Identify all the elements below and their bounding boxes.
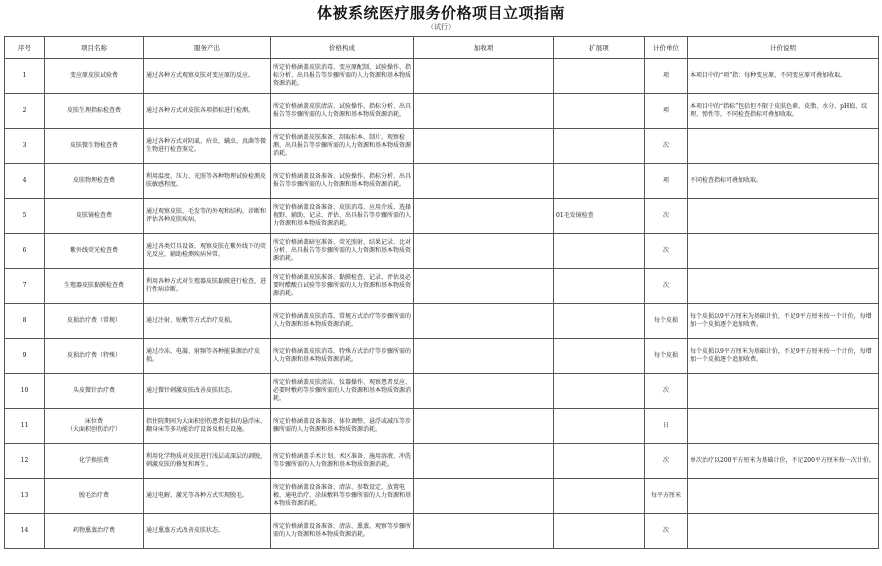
cell-price: 所定价格涵盖设备准备、清洁、参数设定、放置电极、通电治疗、涂抹敷料等步骤所需的人力资源和基本物质资源消耗。 — [271, 479, 414, 514]
table-row — [5, 409, 879, 444]
cell-note: 每个皮损以9平方厘米为基础计价，不足9平方厘米按一个计价，每增加一个皮损逐个追加收费。 — [688, 339, 879, 374]
cell-name: 紫外线荧光检查费 — [45, 234, 144, 269]
cell-note — [688, 234, 879, 269]
cell-name: 生殖器皮肤黏膜检查费 — [45, 269, 144, 304]
cell-no: 7 — [5, 269, 45, 304]
cell-ext — [554, 59, 645, 94]
cell-note — [688, 269, 879, 304]
table-row — [5, 94, 879, 129]
cell-price: 所定价格涵盖皮肤准备、黏膜检查、记录、评估及必要时醋酸白试验等步骤所需的人力资源和基本物质资源消耗。 — [271, 269, 414, 304]
cell-price: 所定价格涵盖手术计划、术区准备、施用溶液、冲洗等步骤所需的人力资源和基本物质资源消耗。 — [271, 444, 414, 479]
cell-name: 化学换肤费 — [45, 444, 144, 479]
cell-unit: 日 — [645, 409, 688, 444]
cell-note: 本项目中的“项”指：每种变应原，不同变应原可叠加收取。 — [688, 59, 879, 94]
cell-name: 皮肤镜检查费 — [45, 199, 144, 234]
cell-note: 本项目中的“指标”包括但不限于皮肤色素、皮脂、水分、pH值、纹理、弹性等，不同检查指标可叠加收取。 — [688, 94, 879, 129]
table-row — [5, 514, 879, 549]
cell-surcharge — [414, 409, 554, 444]
cell-output: 通过注射、贴敷等方式治疗皮损。 — [144, 304, 271, 339]
cell-price: 所定价格涵盖暗室准备、荧光照射、结果记录、比对分析、出具报告等步骤所需的人力资源和基本物质资源消耗。 — [271, 234, 414, 269]
cell-name: 变应原皮肤试验费 — [45, 59, 144, 94]
cell-price: 所定价格涵盖皮肤消毒、特殊方式治疗等步骤所需的人力资源和基本物质资源消耗。 — [271, 339, 414, 374]
cell-ext — [554, 409, 645, 444]
cell-name: 床位费 （大面积创伤治疗） — [45, 409, 144, 444]
cell-unit: 每个皮损 — [645, 339, 688, 374]
cell-no: 14 — [5, 514, 45, 549]
cell-price: 所定价格涵盖皮肤准备、刮取标本、制片、观察检测、出具报告等步骤所需的人力资源和基本物质资源消耗。 — [271, 129, 414, 164]
header-name: 项目名称 — [45, 37, 144, 59]
cell-unit: 每平方厘米 — [645, 479, 688, 514]
cell-price: 所定价格涵盖设备准备、体位调整、悬浮或减压等步骤所需的人力资源和基本物质资源消耗。 — [271, 409, 414, 444]
cell-note — [688, 129, 879, 164]
cell-surcharge — [414, 514, 554, 549]
cell-price: 所定价格涵盖皮肤消毒、变应原配制、试验操作、指标分析、出具报告等步骤所需的人力资源和基本物质资源消耗。 — [271, 59, 414, 94]
cell-ext — [554, 304, 645, 339]
cell-no: 11 — [5, 409, 45, 444]
cell-ext — [554, 129, 645, 164]
cell-name: 药物熏蒸治疗费 — [45, 514, 144, 549]
cell-output: 通过各种方式观察皮肤对变应原的反应。 — [144, 59, 271, 94]
cell-price: 所定价格涵盖皮肤清洁、仪器操作、观察患者反应、必要时敷药等步骤所需的人力资源和基本物质资源消耗。 — [271, 374, 414, 409]
table-row — [5, 304, 879, 339]
table-row — [5, 479, 879, 514]
cell-name: 皮损治疗费（常规） — [45, 304, 144, 339]
cell-price: 所定价格涵盖设备准备、皮肤消毒、应用介质、选择视野、辅助、记录、评估、出具报告等步骤所需的人力资源和基本物质资源消耗。 — [271, 199, 414, 234]
cell-unit: 次 — [645, 199, 688, 234]
table-row — [5, 339, 879, 374]
cell-ext — [554, 269, 645, 304]
header-price: 价格构成 — [271, 37, 414, 59]
cell-name: 皮肤生理指标检查费 — [45, 94, 144, 129]
cell-surcharge — [414, 234, 554, 269]
cell-output: 利用化学物质对皮肤进行浅层或深层的剥脱，刺激皮肤的修复和再生。 — [144, 444, 271, 479]
cell-ext — [554, 444, 645, 479]
cell-note — [688, 199, 879, 234]
cell-unit: 项 — [645, 164, 688, 199]
cell-note: 单次治疗以200平方厘米为基础计价，不足200平方厘米按一次计价。 — [688, 444, 879, 479]
cell-surcharge — [414, 374, 554, 409]
cell-ext — [554, 339, 645, 374]
cell-ext — [554, 514, 645, 549]
header-ext: 扩展项 — [554, 37, 645, 59]
cell-name: 皮肤微生物检查费 — [45, 129, 144, 164]
table-row — [5, 199, 879, 234]
cell-unit: 项 — [645, 94, 688, 129]
cell-no: 6 — [5, 234, 45, 269]
table-header-row — [5, 37, 879, 59]
cell-note: 每个皮损以9平方厘米为基础计价，不足9平方厘米按一个计价，每增加一个皮损逐个追加收费。 — [688, 304, 879, 339]
cell-surcharge — [414, 339, 554, 374]
cell-output: 利用各种方式对生殖器皮肤黏膜进行检查，进行性病诊断。 — [144, 269, 271, 304]
cell-unit: 每个皮损 — [645, 304, 688, 339]
header-output: 服务产出 — [144, 37, 271, 59]
cell-price: 所定价格涵盖皮肤清洁、试验操作、指标分析、出具报告等步骤所需的人力资源和基本物质资源消耗。 — [271, 94, 414, 129]
cell-surcharge — [414, 59, 554, 94]
header-note: 计价说明 — [688, 37, 879, 59]
cell-no: 4 — [5, 164, 45, 199]
table-row — [5, 129, 879, 164]
cell-unit: 次 — [645, 234, 688, 269]
cell-no: 1 — [5, 59, 45, 94]
cell-output: 通过微针刺激皮肤改善皮肤状态。 — [144, 374, 271, 409]
cell-surcharge — [414, 444, 554, 479]
cell-price: 所定价格涵盖设备准备、试验操作、指标分析、出具报告等步骤所需的人力资源和基本物质资源消耗。 — [271, 164, 414, 199]
cell-ext — [554, 234, 645, 269]
cell-unit: 次 — [645, 129, 688, 164]
cell-no: 10 — [5, 374, 45, 409]
table-row — [5, 444, 879, 479]
cell-output: 通过观察皮肤、毛发等的外观和结构，诊断和评估各种皮肤疾病。 — [144, 199, 271, 234]
cell-note — [688, 514, 879, 549]
cell-no: 2 — [5, 94, 45, 129]
cell-surcharge — [414, 129, 554, 164]
cell-surcharge — [414, 479, 554, 514]
cell-output: 指住院期间为大面积创伤患者提供的悬浮床、翻身床等多功能治疗设备及相关设施。 — [144, 409, 271, 444]
cell-unit: 次 — [645, 444, 688, 479]
header-no: 序号 — [5, 37, 45, 59]
cell-output: 通过各种方式对皮肤各项指标进行检测。 — [144, 94, 271, 129]
cell-unit: 次 — [645, 374, 688, 409]
cell-no: 5 — [5, 199, 45, 234]
cell-output: 通过冷冻、电凝、射频等各种能量源治疗皮损。 — [144, 339, 271, 374]
cell-note — [688, 409, 879, 444]
cell-surcharge — [414, 94, 554, 129]
cell-note — [688, 374, 879, 409]
cell-ext — [554, 374, 645, 409]
cell-no: 13 — [5, 479, 45, 514]
cell-surcharge — [414, 199, 554, 234]
document-title: 体被系统医疗服务价格项目立项指南 — [316, 4, 565, 22]
cell-ext — [554, 164, 645, 199]
price-items-table — [4, 36, 879, 549]
cell-ext — [554, 94, 645, 129]
cell-unit: 次 — [645, 514, 688, 549]
cell-surcharge — [414, 304, 554, 339]
cell-name: 皮损治疗费（特殊） — [45, 339, 144, 374]
cell-price: 所定价格涵盖设备准备、清洁、熏蒸、观察等步骤所需的人力资源和基本物质资源消耗。 — [271, 514, 414, 549]
header-unit: 计价单位 — [645, 37, 688, 59]
header-surcharge: 加收项 — [414, 37, 554, 59]
cell-surcharge — [414, 164, 554, 199]
cell-unit: 项 — [645, 59, 688, 94]
cell-price: 所定价格涵盖皮肤消毒、常规方式治疗等步骤所需的人力资源和基本物质资源消耗。 — [271, 304, 414, 339]
cell-no: 9 — [5, 339, 45, 374]
cell-output: 通过各种方式对阴虱、疥虫、螨虫、真菌等微生物进行检查鉴定。 — [144, 129, 271, 164]
table-row — [5, 374, 879, 409]
cell-output: 通过熏蒸方式改善皮肤状态。 — [144, 514, 271, 549]
table-row — [5, 234, 879, 269]
cell-name: 头皮微针治疗费 — [45, 374, 144, 409]
cell-surcharge — [414, 269, 554, 304]
cell-name: 皮肤物理检查费 — [45, 164, 144, 199]
table-row — [5, 269, 879, 304]
cell-output: 利用温度、压力、光照等各种物理试验检测皮肤敏感程度。 — [144, 164, 271, 199]
table-row — [5, 59, 879, 94]
cell-ext: 01毛发镜检查 — [554, 199, 645, 234]
cell-note: 不同检查指标可叠加收取。 — [688, 164, 879, 199]
cell-output: 通过电解、激光等各种方式实现脱毛。 — [144, 479, 271, 514]
cell-no: 3 — [5, 129, 45, 164]
cell-output: 通过各类灯具设备，观察皮肤在紫外线下的荧光反应，辅助检测疾病异常。 — [144, 234, 271, 269]
cell-unit: 次 — [645, 269, 688, 304]
cell-no: 12 — [5, 444, 45, 479]
cell-no: 8 — [5, 304, 45, 339]
cell-ext — [554, 479, 645, 514]
cell-name: 脱毛治疗费 — [45, 479, 144, 514]
table-row — [5, 164, 879, 199]
cell-note — [688, 479, 879, 514]
document-subtitle: （试行） — [427, 23, 455, 31]
